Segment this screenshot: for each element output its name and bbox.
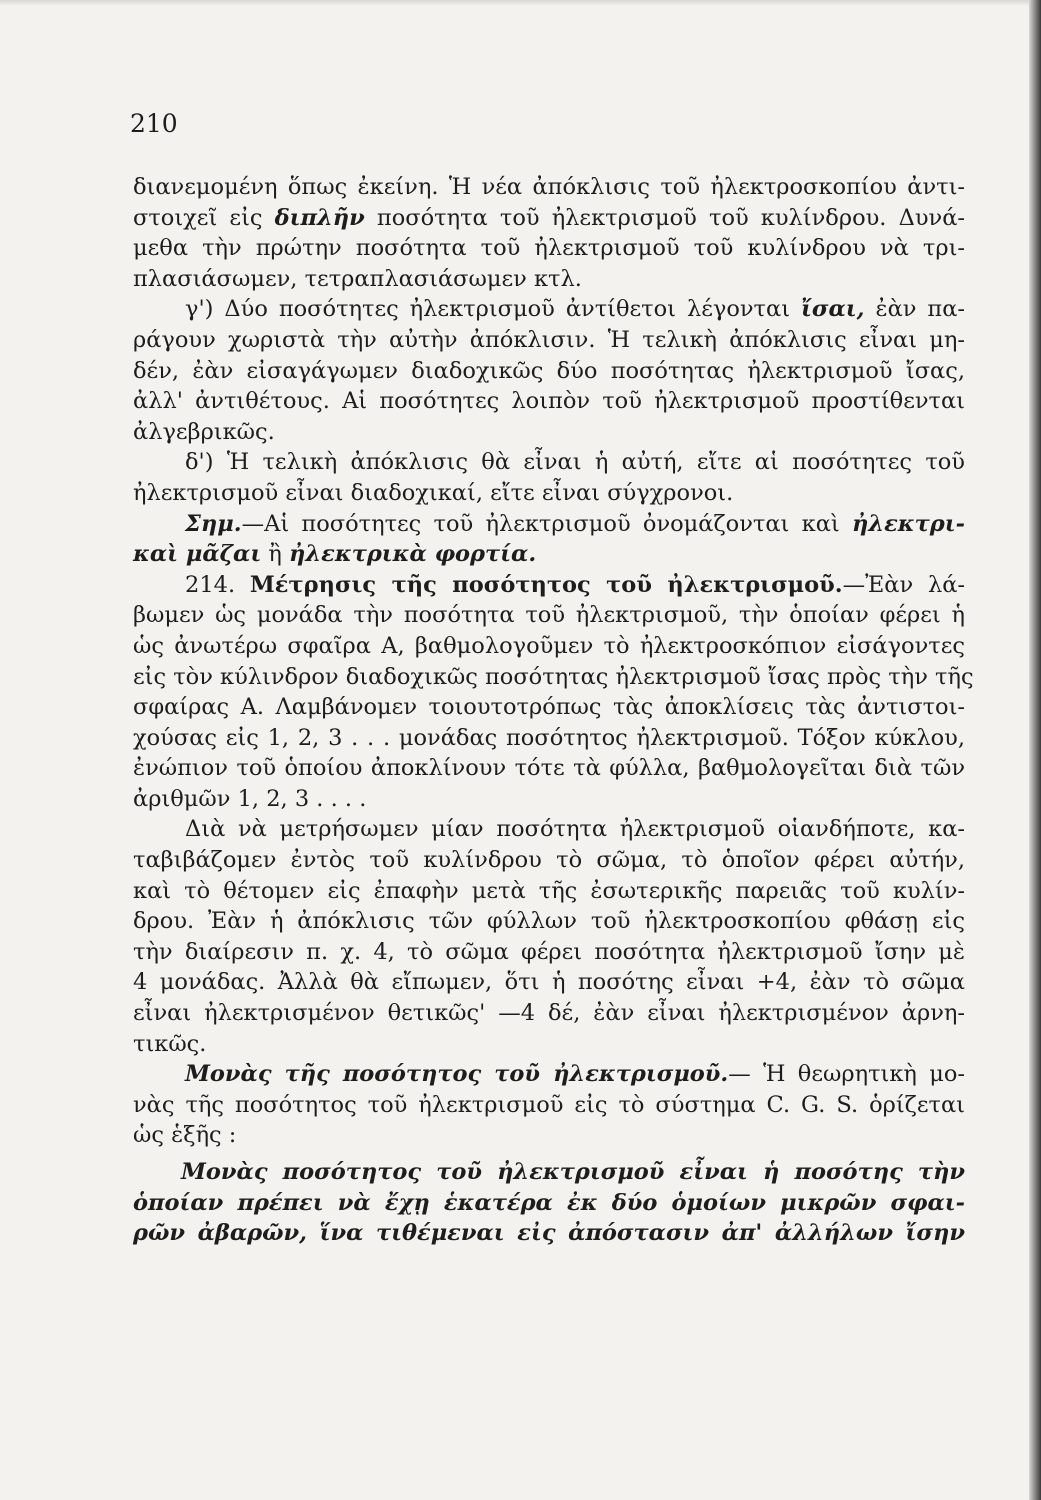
- text-run: — Ἡ θεωρητικὴ μο-: [728, 1061, 966, 1088]
- text-run: —Αἱ ποσότητες τοῦ ἠλεκτρισμοῦ ὀνομάζονται καὶ: [241, 510, 852, 537]
- text-line: [133, 570, 965, 601]
- text-run: τὴν διαίρεσιν π. χ. 4, τὸ σῶμα φέρει ποσότητα ἠλεκτρισμοῦ ἴσην μὲ: [133, 938, 965, 965]
- text-line: [133, 723, 965, 754]
- text-line: [133, 509, 965, 540]
- text-line: [133, 692, 965, 723]
- emphasis-text: Μονὰς ποσότητος τοῦ ἠλεκτρισμοῦ εἶναι ἡ ποσότης τὴν: [181, 1159, 965, 1185]
- text-line: [133, 1029, 965, 1060]
- text-line: [133, 1120, 965, 1151]
- emphasis-text: ρῶν ἀβαρῶν, ἵνα τιθέμεναι εἰς ἀπόστασιν ἀπ' ἀλλήλων ἴσην: [133, 1220, 965, 1247]
- text-line: [133, 937, 965, 968]
- text-line: [133, 356, 965, 387]
- text-run: ράγουν χωριστὰ τὴν αὐτὴν ἀπόκλισιν. Ἡ τελικὴ ἀπόκλισις εἶναι μη-: [133, 326, 965, 353]
- emphasis-text: Μέτρησις τῆς ποσότητος τοῦ ἠλεκτρισμοῦ.: [249, 571, 843, 598]
- text-run: ποσότητα τοῦ ἠλεκτρισμοῦ τοῦ κυλίνδρου. Δυνά-: [364, 204, 966, 231]
- text-run: γ') Δύο ποσότητες ἠλεκτρισμοῦ ἀντίθετοι λέγονται: [185, 296, 801, 323]
- text-line: [133, 753, 965, 784]
- text-run: δέν, ἐὰν εἰσαγάγωμεν διαδοχικῶς δύο ποσότητας ἠλεκτρισμοῦ ἴσας,: [133, 357, 965, 384]
- text-line: [133, 1188, 965, 1219]
- text-run: δ') Ἡ τελικὴ ἀπόκλισις θὰ εἶναι ἡ αὐτή, εἴτε αἱ ποσότητες τοῦ: [185, 449, 965, 476]
- text-line: [133, 478, 965, 509]
- book-binding-edge: [1029, 0, 1041, 1500]
- text-run: ἀλλ' ἀντιθέτους. Αἱ ποσότητες λοιπὸν τοῦ ἠλεκτρισμοῦ προστίθενται: [133, 388, 965, 415]
- page-top-shadow: [0, 0, 1029, 6]
- text-run: ὡς ἑξῆς :: [133, 1122, 237, 1149]
- text-line: [133, 1218, 965, 1249]
- text-line: [133, 998, 965, 1029]
- emphasis-text: διπλῆν: [274, 204, 365, 231]
- text-run: χούσας εἰς 1, 2, 3 . . . μονάδας ποσότητος ἠλεκτρισμοῦ. Τόξον κύκλου,: [133, 724, 965, 751]
- text-line: [133, 784, 965, 815]
- text-line: [133, 1157, 965, 1188]
- text-line: [133, 539, 965, 570]
- text-run: ἠλεκτρισμοῦ εἶναι διαδοχικαί, εἴτε εἶναι σύγχρονοι.: [133, 479, 734, 506]
- text-run: Διὰ νὰ μετρήσωμεν μίαν ποσότητα ἠλεκτρισμοῦ οἱανδήποτε, κα-: [185, 816, 965, 843]
- text-run: καὶ τὸ θέτομεν εἰς ἐπαφὴν μετὰ τῆς ἐσωτερικῆς παρειᾶς τοῦ κυλίν-: [133, 877, 965, 904]
- emphasis-text: ἠλεκτρι-: [851, 510, 965, 537]
- text-line: [133, 325, 965, 356]
- text-line: [133, 662, 974, 693]
- text-line: [133, 294, 965, 325]
- body-text: [133, 172, 974, 1249]
- text-line: [133, 447, 965, 478]
- emphasis-text: ὁποίαν πρέπει νὰ ἔχῃ ἑκατέρα ἐκ δύο ὁμοίων μικρῶν σφαι-: [133, 1189, 965, 1216]
- text-line: [133, 814, 965, 845]
- text-line: [133, 967, 965, 998]
- text-run: διανεμομένη ὅπως ἐκείνη. Ἡ νέα ἀπόκλισις τοῦ ἠλεκτροσκοπίου ἀντι-: [133, 174, 965, 200]
- text-line: [133, 417, 965, 448]
- text-run: σφαίρας Α. Λαμβάνομεν τοιουτοτρόπως τὰς ἀποκλίσεις τὰς ἀντιστοι-: [133, 694, 965, 721]
- text-line: [133, 1090, 965, 1121]
- text-run: βωμεν ὡς μονάδα τὴν ποσότητα τοῦ ἠλεκτρισμοῦ, τὴν ὁποίαν φέρει ἡ: [133, 602, 965, 629]
- text-run: —Ἐὰν λά-: [842, 571, 966, 598]
- emphasis-text: καὶ μᾶζαι: [133, 541, 262, 568]
- emphasis-text: Σημ.: [185, 510, 242, 537]
- text-run: μεθα τὴν πρώτην ποσότητα τοῦ ἠλεκτρισμοῦ τοῦ κυλίνδρου νὰ τρι-: [133, 235, 965, 262]
- emphasis-text: ἠλεκτρικὰ φορτία.: [289, 541, 537, 568]
- text-run: 214.: [185, 571, 250, 598]
- text-run: ἢ: [261, 541, 290, 568]
- text-run: ἐνώπιον τοῦ ὁποίου ἀποκλίνουν τότε τὰ φύλλα, βαθμολογεῖται διὰ τῶν: [133, 755, 965, 782]
- text-line: [133, 876, 965, 907]
- text-run: ἐὰν πα-: [864, 296, 965, 323]
- text-line: [133, 906, 965, 937]
- text-run: 4 μονάδας. Ἀλλὰ θὰ εἴπωμεν, ὅτι ἡ ποσότης εἶναι +4, ἐὰν τὸ σῶμα: [133, 969, 965, 996]
- text-line: [133, 264, 965, 295]
- text-run: δρου. Ἐὰν ἡ ἀπόκλισις τῶν φύλλων τοῦ ἠλεκτροσκοπίου φθάσῃ εἰς: [133, 908, 965, 935]
- text-line: [133, 233, 965, 264]
- text-run: στοιχεῖ εἰς: [133, 204, 275, 231]
- text-run: πλασιάσωμεν, τετραπλασιάσωμεν κτλ.: [133, 265, 582, 292]
- text-run: ὡς ἀνωτέρω σφαῖρα Α, βαθμολογοῦμεν τὸ ἠλεκτροσκόπιον εἰσάγοντες: [133, 632, 965, 659]
- text-line: [133, 1059, 965, 1090]
- emphasis-text: Μονὰς τῆς ποσότητος τοῦ ἠλεκτρισμοῦ.: [185, 1061, 729, 1088]
- text-line: [133, 631, 965, 662]
- text-run: εἶναι ἠλεκτρισμένον θετικῶς' —4 δέ, ἐὰν εἶναι ἠλεκτρισμένον ἀρνη-: [133, 1000, 965, 1027]
- text-run: εἰς τὸν κύλινδρον διαδοχικῶς ποσότητας ἠλεκτρισμοῦ ἴσας πρὸς τὴν τῆς: [133, 663, 974, 690]
- text-run: τικῶς.: [133, 1030, 207, 1057]
- text-line: [133, 203, 965, 234]
- text-run: ἀλγεβρικῶς.: [133, 418, 275, 445]
- text-line: [133, 845, 965, 876]
- text-line: [133, 386, 965, 417]
- text-line: [133, 600, 965, 631]
- text-line: [133, 172, 965, 203]
- text-run: ἀριθμῶν 1, 2, 3 . . . .: [133, 785, 367, 812]
- text-run: ταβιβάζομεν ἐντὸς τοῦ κυλίνδρου τὸ σῶμα, τὸ ὁποῖον φέρει αὐτήν,: [133, 847, 965, 874]
- page-number: 210: [130, 109, 178, 138]
- emphasis-text: ἴσαι,: [801, 296, 865, 323]
- text-run: νὰς τῆς ποσότητος τοῦ ἠλεκτρισμοῦ εἰς τὸ σύστημα C. G. S. ὁρίζεται: [133, 1091, 965, 1118]
